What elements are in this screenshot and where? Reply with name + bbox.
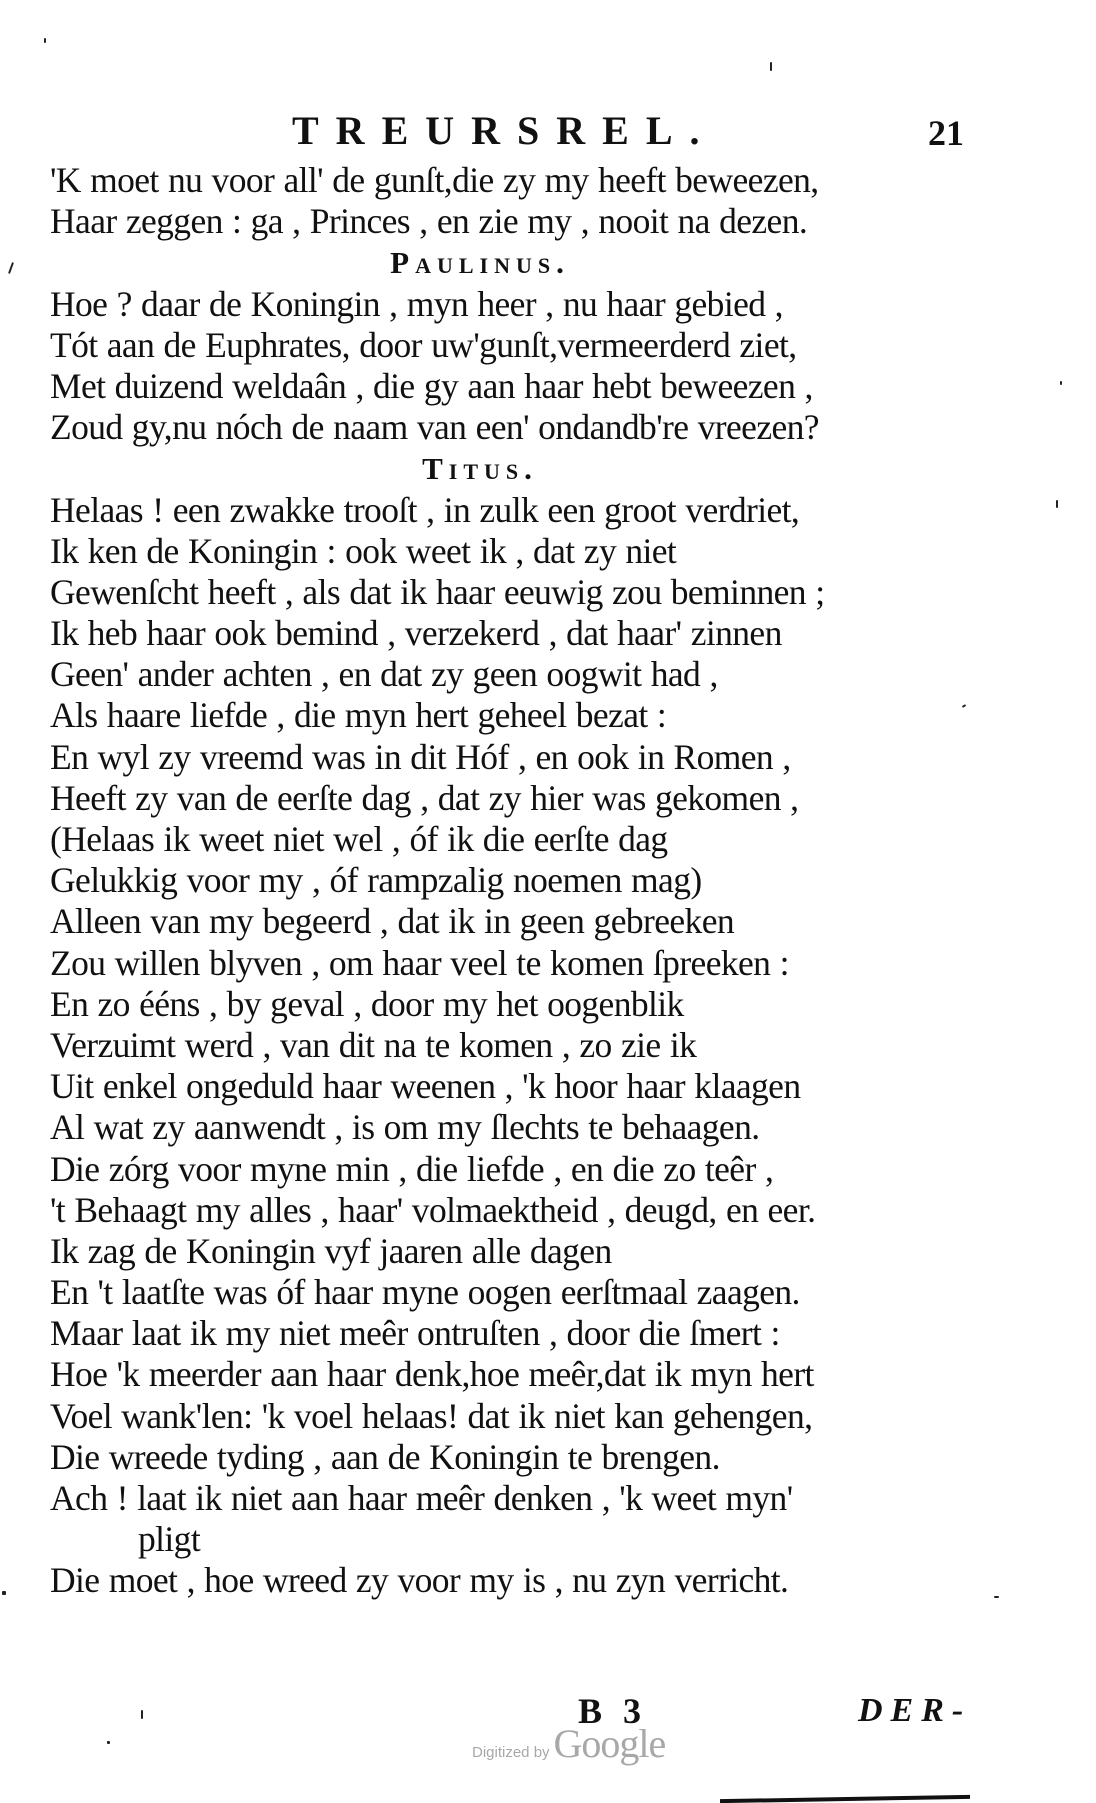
verse-line: Ik zag de Koningin vyf jaaren alle dagen — [50, 1230, 612, 1271]
verse-line: Ik ken de Koningin : ook weet ik , dat zy niet — [50, 530, 677, 571]
verse-line: Die zórg voor myne min , die liefde , en die zo teêr , — [50, 1148, 774, 1189]
scan-speck — [8, 262, 14, 274]
verse-line: En wyl zy vreemd was in dit Hóf , en ook in Romen , — [50, 736, 791, 777]
verse-line: Die moet , hoe wreed zy voor my is , nu zyn verricht. — [50, 1560, 789, 1601]
verse-line: En zo ééns , by geval , door my het oogenblik — [50, 983, 684, 1024]
verse-line: Zoud gy,nu nóch de naam van een' ondandb're vreezen? — [50, 407, 819, 448]
digitized-watermark — [472, 1720, 665, 1767]
verse-line: Haar zeggen : ga , Princes , en zie my , nooit na dezen. — [50, 201, 808, 242]
scan-speck — [994, 1596, 999, 1598]
verse-continuation: pligt — [138, 1519, 201, 1560]
verse-line: Die wreede tyding , aan de Koningin te brengen. — [50, 1436, 720, 1477]
verse-line: Gewenſcht heeft , als dat ik haar eeuwig zou beminnen ; — [50, 571, 825, 612]
verse-text-block — [50, 160, 1010, 1602]
speaker-heading: Titus. — [422, 451, 538, 487]
verse-line: Ach ! laat ik niet aan haar meêr denken , 'k weet myn' — [50, 1478, 793, 1518]
verse-line: Maar laat ik my niet meêr ontruſten , door die ſmert : — [50, 1313, 780, 1354]
verse-line: Gelukkig voor my , óf rampzalig noemen mag) — [50, 860, 702, 901]
verse-line: Als haare liefde , die myn hert geheel bezat : — [50, 695, 667, 736]
verse-line: Al wat zy aanwendt , is om my ſlechts te behaagen. — [50, 1107, 760, 1148]
verse-line: (Helaas ik weet niet wel , óf ik die eerſte dag — [50, 819, 668, 859]
verse-line: En 't laatſte was óf haar myne oogen eerſtmaal zaagen. — [50, 1272, 800, 1313]
verse-line: Zou willen blyven , om haar veel te komen ſpreeken : — [50, 942, 789, 983]
scan-speck — [107, 1741, 110, 1744]
verse-line: Verzuimt werd , van dit na te komen , zo zie ik — [50, 1024, 697, 1065]
verse-line: Tót aan de Euphrates, door uw'gunſt,vermeerderd ziet, — [50, 324, 797, 365]
scan-speck — [770, 62, 772, 71]
speaker-heading: Paulinus. — [390, 245, 570, 281]
google-logo-icon: Google — [553, 1721, 666, 1766]
verse-line: Hoe 'k meerder aan haar denk,hoe meêr,dat ik myn hert — [50, 1354, 814, 1395]
scan-speck — [141, 1710, 143, 1719]
verse-line: Met duizend weldaân , die gy aan haar hebt beweezen , — [50, 365, 813, 406]
verse-line: Geen' ander achten , en dat zy geen oogwit had , — [50, 654, 718, 695]
verse-line: Voel wank'len: 'k voel helaas! dat ik niet kan gehengen, — [50, 1395, 813, 1436]
verse-line: Heeft zy van de eerſte dag , dat zy hier was gekomen , — [50, 777, 799, 818]
scan-speck — [2, 1591, 6, 1595]
verse-line: 't Behaagt my alles , haar' volmaektheid , deugd, en eer. — [50, 1189, 816, 1230]
running-title: TREURSREL. — [292, 108, 717, 153]
verse-line: Uit enkel ongeduld haar weenen , 'k hoor haar klaagen — [50, 1066, 801, 1107]
verse-line: Hoe ? daar de Koningin , myn heer , nu haar gebied , — [50, 283, 783, 324]
scan-speck — [44, 38, 46, 43]
page-number: 21 — [928, 113, 964, 153]
scan-edge-rule — [720, 1795, 970, 1803]
signature-mark: B 3 — [578, 1691, 648, 1731]
verse-line: Ik heb haar ook bemind , verzekerd , dat haar' zinnen — [50, 613, 782, 654]
watermark-prefix: Digitized by — [472, 1744, 550, 1761]
running-head — [0, 106, 1096, 156]
verse-line: Alleen van my begeerd , dat ik in geen gebreeken — [50, 901, 734, 942]
scan-speck — [1056, 500, 1058, 508]
scan-speck — [1060, 381, 1062, 385]
verse-line: Helaas ! een zwakke trooſt , in zulk een groot verdriet, — [50, 489, 800, 530]
verse-line: 'K moet nu voor all' de gunſt,die zy my heeft beweezen, — [50, 160, 819, 200]
catchword: DER- — [858, 1692, 972, 1729]
